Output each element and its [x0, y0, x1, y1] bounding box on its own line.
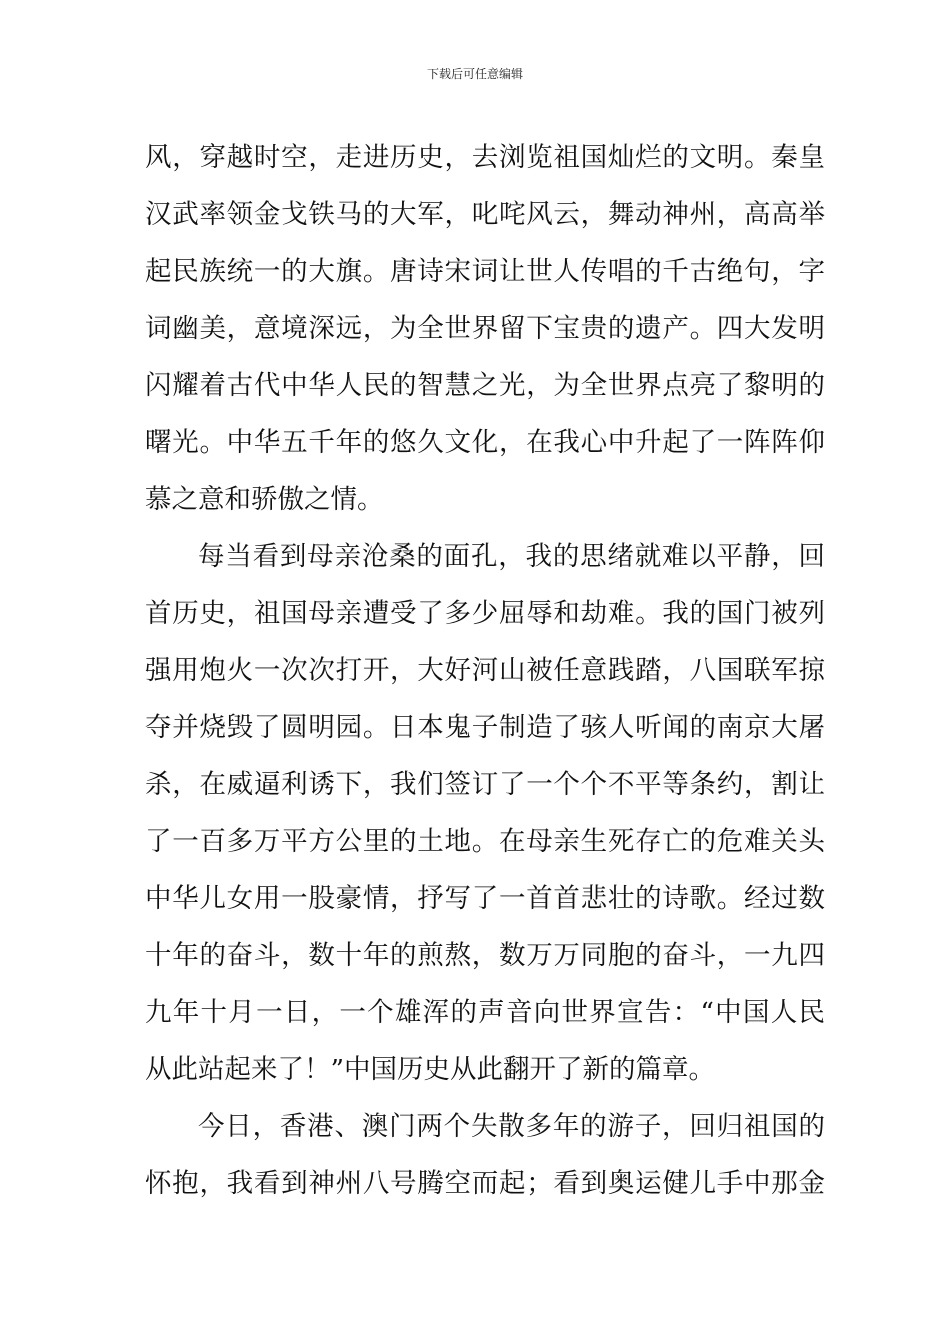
body-text-line: 慕之意和骄傲之情。 [145, 484, 384, 515]
body-text-line: 词幽美，意境深远，为全世界留下宝贵的遗产。四大发明 [145, 313, 825, 344]
body-text-line: 十年的奋斗，数十年的煎熬，数万万同胞的奋斗，一九四 [145, 940, 825, 971]
body-text-line: 起民族统一的大旗。唐诗宋词让世人传唱的千古绝句，字 [145, 256, 825, 287]
body-text-line: 夺并烧毁了圆明园。日本鬼子制造了骇人听闻的南京大屠 [145, 712, 825, 743]
body-text-line: 每当看到母亲沧桑的面孔，我的思绪就难以平静，回 [198, 541, 825, 572]
body-text-line: 了一百多万平方公里的土地。在母亲生死存亡的危难关头 [145, 826, 825, 857]
body-text-line: 从此站起来了！”中国历史从此翻开了新的篇章。 [145, 1054, 716, 1085]
body-text-line: 风，穿越时空，走进历史，去浏览祖国灿烂的文明。秦皇 [145, 142, 825, 173]
body-text-line: 首历史，祖国母亲遭受了多少屈辱和劫难。我的国门被列 [145, 598, 825, 629]
body-text-line: 汉武率领金戈铁马的大军，叱咤风云，舞动神州，高高举 [145, 199, 825, 230]
page-header-note: 下载后可任意编辑 [426, 67, 523, 81]
body-text-line: 今日，香港、澳门两个失散多年的游子，回归祖国的 [198, 1111, 825, 1142]
body-text-line: 闪耀着古代中华人民的智慧之光，为全世界点亮了黎明的 [145, 370, 825, 401]
body-text-line: 强用炮火一次次打开，大好河山被任意践踏，八国联军掠 [145, 655, 825, 686]
body-text-line: 中华儿女用一股豪情，抒写了一首首悲壮的诗歌。经过数 [145, 883, 825, 914]
body-text-line: 曙光。中华五千年的悠久文化，在我心中升起了一阵阵仰 [145, 427, 825, 458]
body-text-line: 九年十月一日，一个雄浑的声音向世界宣告：“中国人民 [145, 997, 825, 1028]
body-text-line: 杀，在威逼利诱下，我们签订了一个个不平等条约，割让 [145, 769, 825, 800]
body-text-line: 怀抱，我看到神州八号腾空而起；看到奥运健儿手中那金 [145, 1168, 825, 1199]
